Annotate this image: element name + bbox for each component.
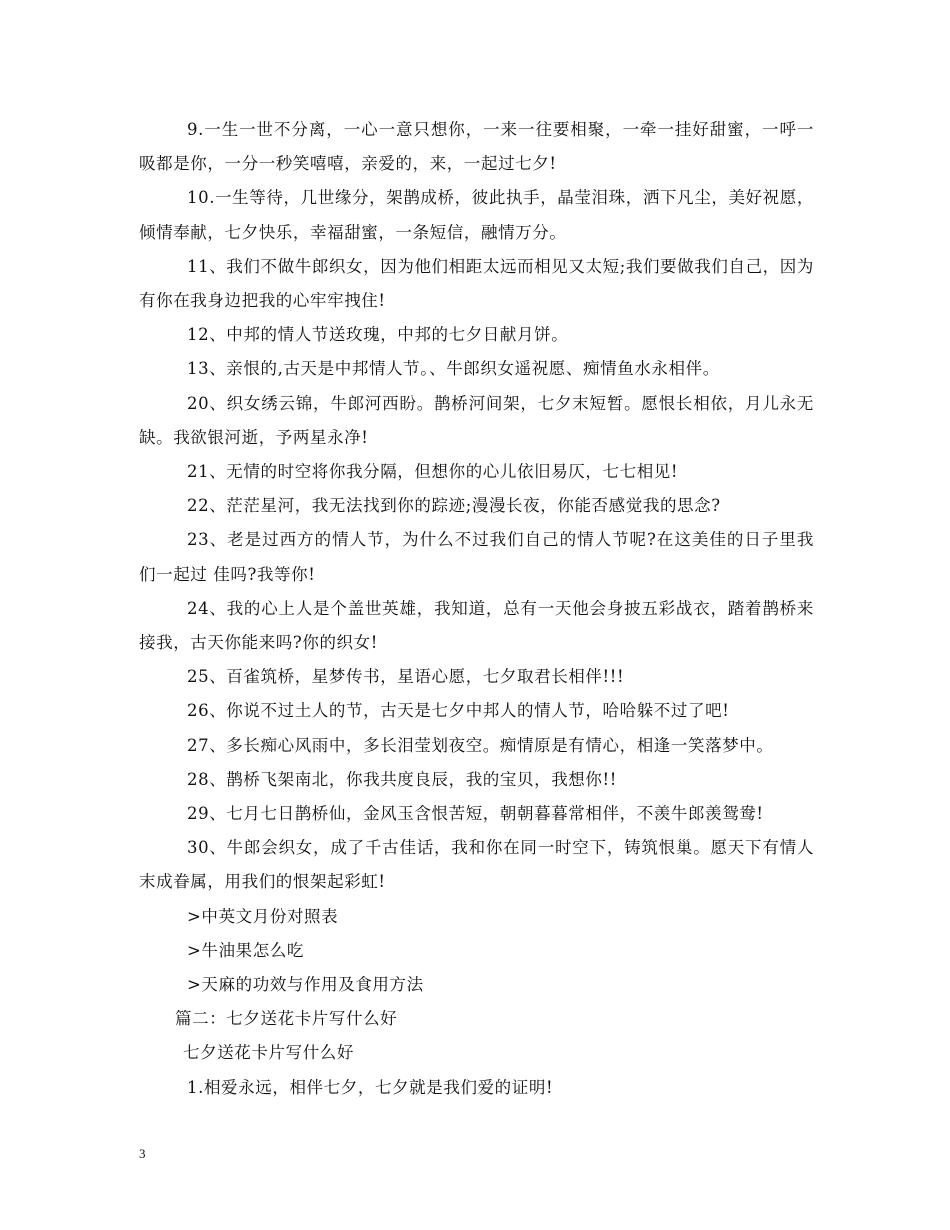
paragraph-20: 20、织女绣云锦，牛郎河西盼。鹊桥河间架，七夕末短暂。愿恨长相依，月儿永无缺。我欲银河逝，予两星永净! (139, 393, 814, 447)
paragraph-11: 11、我们不做牛郎织女，因为他们相距太远而相见又太短;我们要做我们自己，因为有你在我身边把我的心牢牢拽住! (139, 256, 814, 311)
paragraph-10: 10.一生等待，几世缘分，架鹊成桥，彼此执手，晶莹泪珠，洒下凡尘，美好祝愿，倾情奉献，七夕快乐，幸福甜蜜，一条短信，融情万分。 (139, 188, 814, 242)
related-link-month-table: >中英文月份对照表 (187, 906, 339, 926)
section-heading: 篇二：七夕送花卡片写什么好 (175, 1009, 398, 1029)
paragraph-9: 9.一生一世不分离，一心一意只想你，一来一往要相聚，一牵一挂好甜蜜，一呼一吸都是你，一分一秒笑嘻嘻，亲爱的，来，一起过七夕! (139, 120, 814, 174)
paragraph-28: 28、鹊桥飞架南北，你我共度良辰，我的宝贝，我想你!! (187, 769, 617, 789)
page-number: 3 (139, 1146, 146, 1161)
document-body (139, 113, 814, 1105)
paragraph-1: 1.相爱永远，相伴七夕，七夕就是我们爱的证明! (187, 1077, 554, 1097)
paragraph-21: 21、无情的时空将你我分隔，但想你的心儿依旧易仄，七七相见! (187, 462, 679, 482)
paragraph-25: 25、百雀筑桥，星梦传书，星语心愿，七夕取君长相伴!!! (187, 667, 625, 687)
paragraph-13: 13、亲恨的,古天是中邦情人节。、牛郎织女遥祝愿、痴情鱼水永相伴。 (187, 359, 720, 379)
paragraph-30: 30、牛郎会织女，成了千古佳话，我和你在同一时空下，铸筑恨巢。愿天下有情人末成眷属，用我们的恨架起彩虹! (139, 838, 814, 892)
related-link-tianma: >天麻的功效与作用及食用方法 (187, 975, 424, 995)
paragraph-22: 22、茫茫星河，我无法找到你的踪迹;漫漫长夜，你能否感觉我的思念? (187, 496, 721, 516)
section-subheading: 七夕送花卡片写什么好 (183, 1043, 354, 1063)
paragraph-27: 27、多长痴心风雨中，多长泪莹划夜空。痴情原是有情心，相逢一笑落梦中。 (187, 735, 774, 755)
paragraph-12: 12、中邦的情人节送玫瑰，中邦的七夕日献月饼。 (187, 325, 569, 345)
paragraph-26: 26、你说不过土人的节，古天是七夕中邦人的情人节，哈哈躲不过了吧! (187, 701, 730, 721)
paragraph-23: 23、老是过西方的情人节，为什么不过我们自己的情人节呢?在这美佳的日子里我们一起过 佳吗?我等你! (139, 530, 814, 584)
paragraph-29: 29、七月七日鹊桥仙，金风玉含恨苦短，朝朝暮暮常相伴，不羡牛郎羡鸳鸯! (187, 804, 764, 824)
paragraph-24: 24、我的心上人是个盖世英雄，我知道，总有一天他会身披五彩战衣，踏着鹊桥来接我，古天你能来吗?你的织女! (139, 598, 814, 653)
related-link-avocado: >牛油果怎么吃 (187, 940, 305, 960)
